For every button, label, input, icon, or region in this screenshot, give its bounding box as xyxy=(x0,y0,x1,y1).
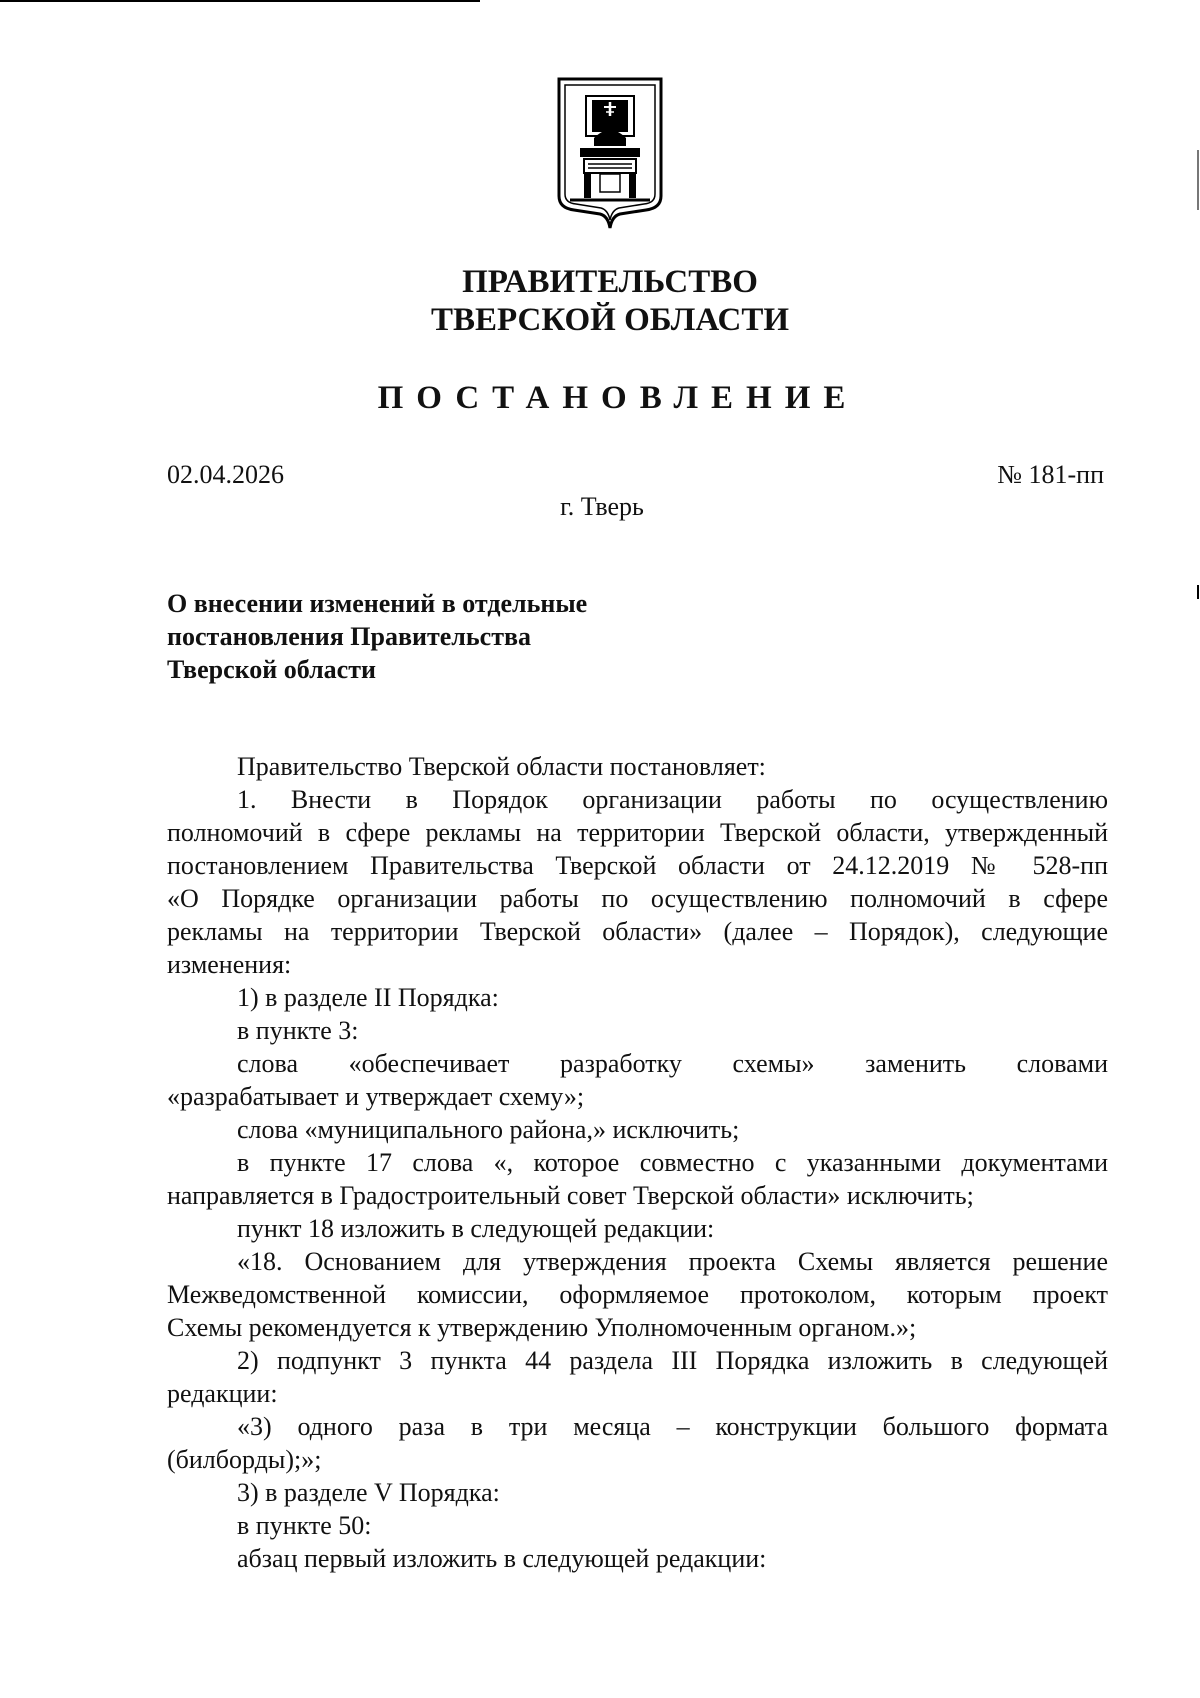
body-line: слова «обеспечивает разработку схемы» заменить словами xyxy=(237,1049,1108,1078)
body-line: (билборды);»; xyxy=(167,1445,322,1474)
doc-city: г. Тверь xyxy=(560,492,644,521)
body-line: 1) в разделе II Порядка: xyxy=(237,983,499,1012)
body-line: Правительство Тверской области постановляет: xyxy=(237,752,766,781)
body-line: 1. Внести в Порядок организации работы по осуществлению xyxy=(237,785,1108,814)
org-name-line1: ПРАВИТЕЛЬСТВО xyxy=(462,264,758,300)
body-line: редакции: xyxy=(167,1379,278,1408)
body-line: рекламы на территории Тверской области» (далее – Порядок), следующие xyxy=(167,917,1108,946)
doc-type-title: ПОСТАНОВЛЕНИЕ xyxy=(377,380,859,416)
body-line: «разрабатывает и утверждает схему»; xyxy=(167,1082,585,1111)
subject-line: О внесении изменений в отдельные xyxy=(167,589,588,618)
org-name-line2: ТВЕРСКОЙ ОБЛАСТИ xyxy=(430,302,790,338)
body-line: «18. Основанием для утверждения проекта Схемы является решение xyxy=(237,1247,1108,1276)
body-line: «3) одного раза в три месяца – конструкции большого формата xyxy=(237,1412,1108,1441)
body-line: направляется в Градостроительный совет Тверской области» исключить; xyxy=(167,1181,974,1210)
scan-margin-mark xyxy=(1197,150,1199,210)
doc-date: 02.04.2026 xyxy=(167,460,284,489)
body-line: Схемы рекомендуется к утверждению Уполномоченным органом.»; xyxy=(167,1313,917,1342)
doc-subject xyxy=(167,587,587,686)
body-line: изменения: xyxy=(167,950,292,979)
body-line: в пункте 3: xyxy=(237,1016,359,1045)
doc-number: № 181-пп xyxy=(997,460,1104,489)
body-line: в пункте 50: xyxy=(237,1511,372,1540)
body-line: «О Порядке организации работы по осуществлению полномочий в сфере xyxy=(167,884,1108,913)
body-line: полномочий в сфере рекламы на территории Тверской области, утвержденный xyxy=(167,818,1108,847)
body-line: 3) в разделе V Порядка: xyxy=(237,1478,500,1507)
subject-line: Тверской области xyxy=(167,655,376,684)
body-line: пункт 18 изложить в следующей редакции: xyxy=(237,1214,715,1243)
body-line: 2) подпункт 3 пункта 44 раздела III Порядка изложить в следующей xyxy=(237,1346,1108,1375)
body-line: слова «муниципального района,» исключить; xyxy=(237,1115,740,1144)
scan-margin-mark xyxy=(1197,585,1199,599)
subject-line: постановления Правительства xyxy=(167,622,531,651)
doc-body xyxy=(167,750,1108,1575)
body-line: в пункте 17 слова «, которое совместно с указанными документами xyxy=(237,1148,1108,1177)
body-line: абзац первый изложить в следующей редакции: xyxy=(237,1544,767,1573)
tver-coat-of-arms-icon xyxy=(556,76,664,230)
scan-edge-line xyxy=(0,0,480,2)
body-line: Межведомственной комиссии, оформляемое протоколом, которым проект xyxy=(167,1280,1108,1309)
body-line: постановлением Правительства Тверской области от 24.12.2019 № 528-пп xyxy=(167,851,1108,880)
